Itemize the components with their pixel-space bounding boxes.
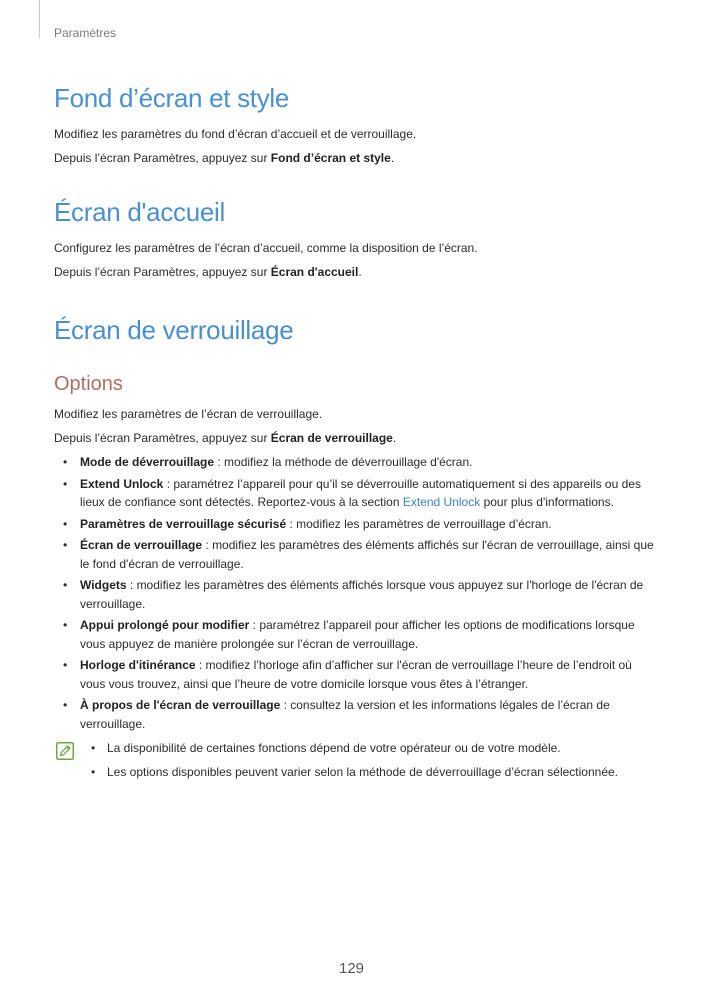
list-item: • À propos de l'écran de verrouillage : consultez la version et les informations légales de l’écran de verrouillage.: [54, 696, 654, 733]
header-divider: [39, 0, 40, 38]
list-item: • Extend Unlock : paramétrez l’appareil pour qu’il se déverrouille automatiquement si des appareils ou des lieux de confiance sont détectés. Reportez-vous à la section Extend Unlock pour plus d'informations.: [54, 475, 654, 512]
extend-unlock-link[interactable]: Extend Unlock: [402, 495, 481, 509]
wallpaper-path-target: Fond d’écran et style: [270, 151, 391, 165]
note-list: [54, 736, 654, 784]
lock-description: Modifiez les paramètres de l’écran de verrouillage.: [54, 407, 323, 421]
list-item: • Écran de verrouillage : modifiez les paramètres des éléments affichés sur l'écran de verrouillage, ainsi que le fond d'écran de verrouillage.: [54, 536, 654, 573]
list-item: • Appui prolongé pour modifier : paramétrez l’appareil pour afficher les options de modifications lorsque vous appuyez de manière prolongée sur l’écran de verrouillage.: [54, 616, 654, 653]
wallpaper-path: Depuis l’écran Paramètres, appuyez sur Fond d’écran et style.: [54, 151, 395, 165]
list-item: • Horloge d'itinérance : modifiez l’horloge afin d’afficher sur l'écran de verrouillage l’heure de l’endroit où vous vous trouvez, ainsi que l’heure de votre domicile lorsque vous êtes à l’étranger.: [54, 656, 654, 693]
page-number: 129: [338, 960, 365, 977]
note-item: • La disponibilité de certaines fonctions dépend de votre opérateur ou de votre modèle.: [54, 736, 654, 760]
list-item: • Mode de déverrouillage : modifiez la méthode de déverrouillage d'écran.: [54, 453, 654, 472]
home-path: Depuis l’écran Paramètres, appuyez sur Écran d'accueil.: [54, 265, 362, 279]
list-item: • Paramètres de verrouillage sécurisé : modifiez les paramètres de verrouillage d’écran.: [54, 515, 654, 534]
home-path-target: Écran d'accueil: [270, 265, 359, 279]
wallpaper-description: Modifiez les paramètres du fond d’écran d’accueil et de verrouillage.: [54, 127, 417, 141]
lock-path-target: Écran de verrouillage: [270, 431, 393, 445]
home-description: Configurez les paramètres de l’écran d’accueil, comme la disposition de l’écran.: [54, 241, 478, 255]
lock-path: Depuis l’écran Paramètres, appuyez sur Écran de verrouillage.: [54, 431, 397, 445]
note-item: • Les options disponibles peuvent varier selon la méthode de déverrouillage d’écran sélectionnée.: [54, 760, 654, 784]
section-title-wallpaper: Fond d’écran et style: [54, 83, 290, 113]
lock-options-list: [54, 453, 654, 733]
page-content: [54, 78, 654, 784]
section-title-lock: Écran de verrouillage: [54, 315, 294, 345]
options-subtitle: Options: [54, 373, 123, 395]
section-title-home: Écran d'accueil: [54, 197, 226, 227]
note-box: [54, 736, 654, 784]
running-header: Paramètres: [54, 26, 117, 40]
list-item: • Widgets : modifiez les paramètres des éléments affichés lorsque vous appuyez sur l'horloge de l'écran de verrouillage.: [54, 576, 654, 613]
